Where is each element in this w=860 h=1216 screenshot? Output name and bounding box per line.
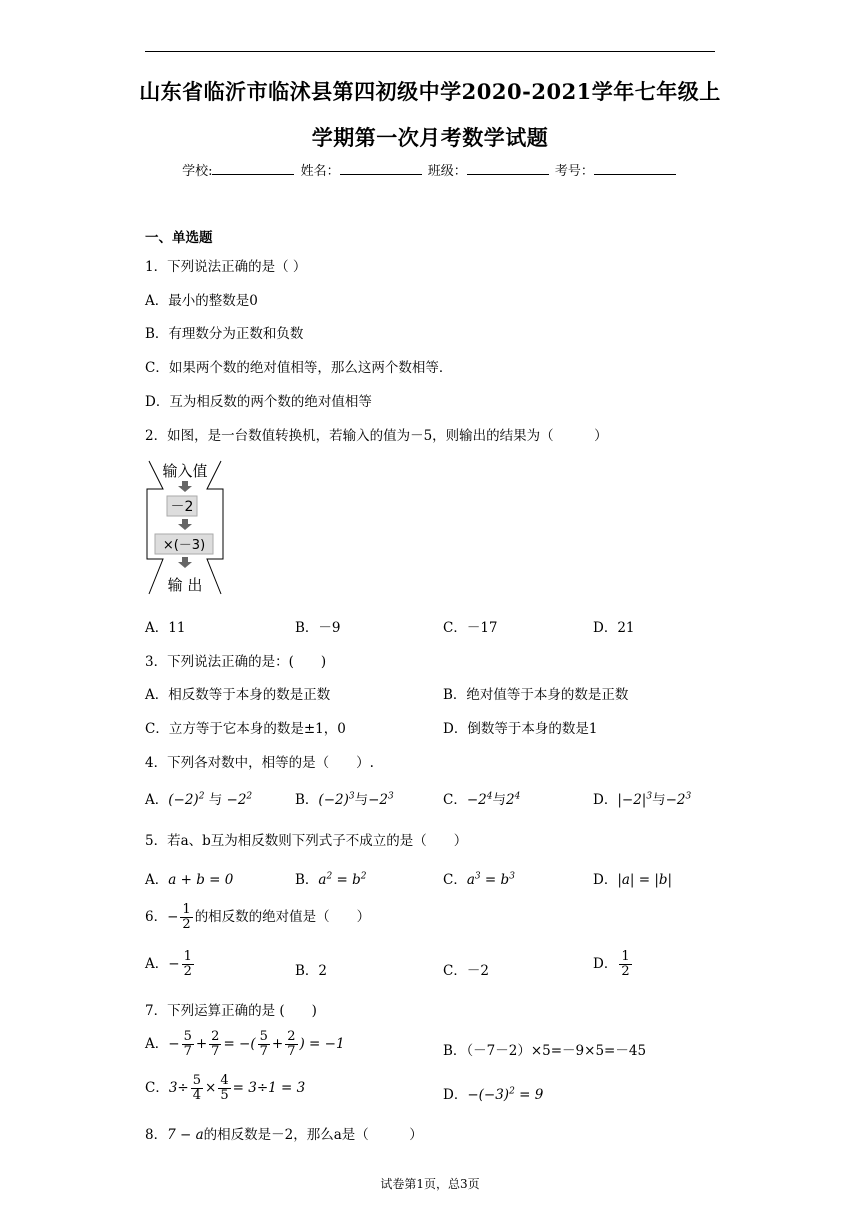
q1-option-d: D．互为相反数的两个数的绝对值相等 xyxy=(145,394,372,410)
student-info-row xyxy=(0,160,860,179)
q6-option-a: A．− $\frac{1}{2}$ xyxy=(145,949,192,979)
q4-option-c: C．$-2^4$与$2^4$ xyxy=(443,791,521,808)
school-blank[interactable] xyxy=(212,162,294,175)
class-blank[interactable] xyxy=(467,162,549,175)
machine-step1: －2 xyxy=(170,499,194,515)
q6-option-b: B．2 xyxy=(295,963,328,979)
page-footer: 试卷第1页，总3页 xyxy=(380,1177,480,1191)
q6-option-c: C．－2 xyxy=(443,963,489,979)
q2-option-d: D．21 xyxy=(593,620,635,636)
q6-option-d: D． $\frac{1}{2}$ xyxy=(593,949,630,979)
school-label: 学校: xyxy=(182,164,213,179)
q8-stem: 8．7 − a的相反数是－2，那么a是（ ） xyxy=(145,1127,423,1143)
q6-stem: 6．− $\frac{1}{2}$ 的相反数的绝对值是（ ） xyxy=(145,902,371,932)
name-label: 姓名： xyxy=(300,164,340,179)
q4-stem: 4．下列各对数中，相等的是（ ）. xyxy=(145,755,374,771)
q3-option-b: B．绝对值等于本身的数是正数 xyxy=(443,687,629,703)
exam-number-label: 考号： xyxy=(554,164,594,179)
q7-option-a: A．− $\frac{5}{7}$ + $\frac{2}{7}$ = −( $\frac{5}{7}$ + $\frac{2}{7}$ ) = −1 xyxy=(145,1029,345,1059)
q4-option-b: B．$(-2)^3$与$-2^3$ xyxy=(295,791,394,808)
q3-option-a: A．相反数等于本身的数是正数 xyxy=(145,687,331,703)
q7-option-b: B．（－7－2）×5=－9×5=－45 xyxy=(443,1043,647,1059)
q5-option-a: A．a + b = 0 xyxy=(145,872,234,888)
q1-stem: 1．下列说法正确的是（ ） xyxy=(145,259,307,275)
q5-option-d: D．|a| = |b| xyxy=(593,872,673,888)
q5-option-c: C．$a^3 = b^3$ xyxy=(443,871,515,888)
name-blank[interactable] xyxy=(340,162,422,175)
q7-option-c: C．3÷ $\frac{5}{4}$ × $\frac{4}{5}$ = 3÷1 = 3 xyxy=(145,1073,306,1103)
number-machine-figure xyxy=(145,459,225,599)
q1-option-b: B．有理数分为正数和负数 xyxy=(145,326,304,342)
q2-option-a: A．11 xyxy=(145,620,186,636)
q2-stem: 2．如图，是一台数值转换机，若输入的值为－5，则输出的结果为（ ） xyxy=(145,428,608,444)
q1-option-c: C．如果两个数的绝对值相等，那么这两个数相等． xyxy=(145,360,453,376)
q5-option-b: B．$a^2 = b^2$ xyxy=(295,871,367,888)
q5-stem: 5．若a、b互为相反数则下列式子不成立的是（ ） xyxy=(145,833,468,849)
q4-option-d: D．$|-2|^3$与$-2^3$ xyxy=(593,791,692,808)
q7-option-d: D．$-(-3)^2 = 9$ xyxy=(443,1086,544,1103)
q7-stem: 7．下列运算正确的是 ( ) xyxy=(145,1003,317,1019)
q3-stem: 3．下列说法正确的是：( ) xyxy=(145,654,327,670)
exam-number-blank[interactable] xyxy=(594,162,676,175)
header-rule xyxy=(145,51,715,52)
q2-option-b: B．－9 xyxy=(295,620,341,636)
page-title-line1: 山东省临沂市临沭县第四初级中学2020-2021学年七年级上 xyxy=(139,79,721,104)
machine-output-label: 输 出 xyxy=(167,576,203,594)
q3-option-c: C．立方等于它本身的数是±1，0 xyxy=(145,721,346,737)
machine-input-label: 输入值 xyxy=(162,462,208,480)
q3-option-d: D．倒数等于本身的数是1 xyxy=(443,721,598,737)
section-title: 一、单选题 xyxy=(145,230,213,246)
machine-step2: ×(－3) xyxy=(162,538,206,553)
q4-option-a: A．$(-2)^2$ 与 $-2^2$ xyxy=(145,791,253,808)
page-title-line2: 学期第一次月考数学试题 xyxy=(311,125,549,150)
q1-option-a: A．最小的整数是0 xyxy=(145,293,258,309)
class-label: 班级： xyxy=(427,164,467,179)
q2-option-c: C．－17 xyxy=(443,620,498,636)
